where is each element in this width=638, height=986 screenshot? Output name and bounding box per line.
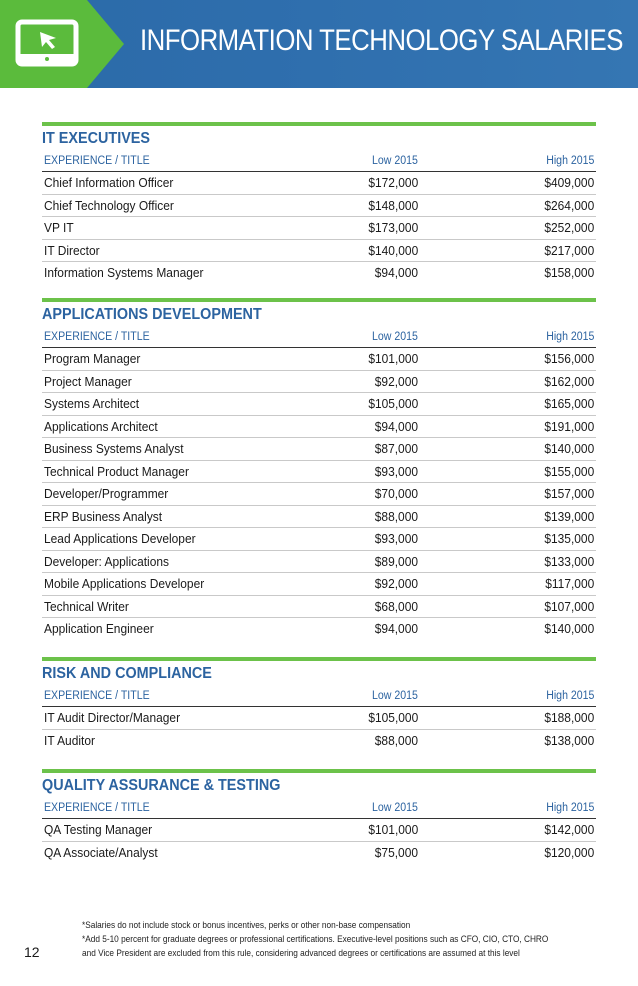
page-title: INFORMATION TECHNOLOGY SALARIES (140, 24, 623, 57)
row-high: $107,000 (544, 598, 594, 614)
row-low: $148,000 (368, 197, 418, 213)
col-low-header: Low 2015 (372, 155, 418, 167)
footnote: *Salaries do not include stock or bonus incentives, perks or other non-base compensation (82, 920, 411, 930)
row-low: $173,000 (368, 220, 418, 235)
page-header (0, 0, 638, 88)
row-high: $135,000 (544, 531, 594, 546)
row-title: Applications Architect (44, 418, 158, 434)
row-low: $70,000 (374, 486, 418, 501)
row-high: $217,000 (544, 242, 594, 258)
table-row (42, 730, 596, 753)
row-low: $88,000 (374, 508, 418, 524)
table-row (42, 262, 596, 285)
table-row (42, 217, 596, 240)
row-low: $94,000 (374, 418, 418, 434)
column-header-row (42, 687, 596, 707)
row-high: $155,000 (544, 463, 594, 479)
table-body (42, 348, 596, 641)
row-low: $89,000 (374, 553, 418, 569)
row-title: Lead Applications Developer (44, 531, 196, 546)
row-high: $133,000 (544, 553, 594, 569)
table-row (42, 596, 596, 619)
table-row (42, 393, 596, 416)
table-row (42, 506, 596, 529)
row-title: QA Associate/Analyst (44, 844, 158, 860)
row-high: $120,000 (544, 844, 594, 860)
row-low: $75,000 (374, 844, 418, 860)
row-title: Mobile Applications Developer (44, 576, 205, 591)
row-high: $165,000 (544, 396, 594, 411)
row-title: Information Systems Manager (44, 265, 204, 280)
col-high-header: High 2015 (545, 155, 594, 167)
row-high: $138,000 (544, 732, 594, 748)
row-low: $92,000 (374, 373, 418, 389)
section-title: QUALITY ASSURANCE & TESTING (42, 777, 281, 794)
row-high: $157,000 (544, 486, 594, 501)
row-title: Developer/Programmer (44, 486, 169, 501)
row-high: $156,000 (544, 351, 594, 366)
table-row (42, 416, 596, 439)
row-title: Chief Information Officer (44, 175, 174, 190)
table-row (42, 195, 596, 218)
row-high: $264,000 (544, 197, 594, 213)
footnote: and Vice President are excluded from this rule, considering advanced degrees or certifications are assumed at this level (82, 948, 520, 958)
col-high-header: High 2015 (545, 690, 594, 702)
table-row (42, 618, 596, 641)
row-high: $139,000 (544, 508, 594, 524)
col-title-header: EXPERIENCE / TITLE (44, 331, 150, 343)
footnotes (82, 918, 602, 960)
laptop-cursor-icon (14, 14, 84, 74)
page-number: 12 (24, 944, 40, 960)
row-title: Project Manager (44, 373, 132, 389)
row-high: $252,000 (544, 220, 594, 235)
section-title: RISK AND COMPLIANCE (42, 665, 212, 682)
row-high: $191,000 (544, 418, 594, 434)
row-title: IT Audit Director/Manager (44, 710, 181, 725)
table-row (42, 348, 596, 371)
col-title-header: EXPERIENCE / TITLE (44, 155, 150, 167)
table-row (42, 483, 596, 506)
table-row (42, 438, 596, 461)
row-title: IT Auditor (44, 732, 95, 748)
col-title-header: EXPERIENCE / TITLE (44, 802, 150, 814)
row-low: $93,000 (374, 463, 418, 479)
table-row (42, 240, 596, 263)
section-title: IT EXECUTIVES (42, 130, 151, 147)
col-low-header: Low 2015 (372, 331, 418, 343)
row-low: $87,000 (374, 441, 418, 456)
row-low: $94,000 (374, 621, 418, 636)
row-title: Systems Architect (44, 396, 140, 411)
row-low: $92,000 (374, 576, 418, 591)
column-header-row (42, 152, 596, 172)
row-low: $101,000 (368, 351, 418, 366)
row-high: $162,000 (544, 373, 594, 389)
section-quality-assurance-testing (42, 769, 596, 864)
row-high: $140,000 (544, 621, 594, 636)
row-low: $140,000 (368, 242, 418, 258)
row-low: $93,000 (374, 531, 418, 546)
col-low-header: Low 2015 (372, 802, 418, 814)
section-it-executives (42, 122, 596, 285)
table-row (42, 371, 596, 394)
row-title: IT Director (44, 242, 100, 258)
row-high: $158,000 (544, 265, 594, 280)
row-low: $88,000 (374, 732, 418, 748)
col-high-header: High 2015 (545, 802, 594, 814)
row-title: VP IT (44, 220, 74, 235)
row-title: Chief Technology Officer (44, 197, 174, 213)
row-title: QA Testing Manager (44, 822, 153, 837)
row-low: $105,000 (368, 396, 418, 411)
section-title: APPLICATIONS DEVELOPMENT (42, 306, 262, 323)
row-title: Developer: Applications (44, 553, 169, 569)
table-body (42, 819, 596, 864)
table-body (42, 172, 596, 285)
row-title: Technical Product Manager (44, 463, 189, 479)
row-low: $101,000 (368, 822, 418, 837)
footnote: *Add 5-10 percent for graduate degrees or professional certifications. Executive-level positions such as CFO, CIO, CTO, CHRO (82, 934, 549, 944)
col-high-header: High 2015 (545, 331, 594, 343)
section-applications-development (42, 298, 596, 641)
row-high: $409,000 (544, 175, 594, 190)
table-row (42, 707, 596, 730)
section-risk-and-compliance (42, 657, 596, 752)
row-title: Program Manager (44, 351, 141, 366)
table-row (42, 573, 596, 596)
row-title: Business Systems Analyst (44, 441, 184, 456)
col-title-header: EXPERIENCE / TITLE (44, 690, 150, 702)
column-header-row (42, 328, 596, 348)
row-high: $140,000 (544, 441, 594, 456)
row-title: Technical Writer (44, 598, 129, 614)
table-row (42, 172, 596, 195)
table-row (42, 461, 596, 484)
row-low: $105,000 (368, 710, 418, 725)
column-header-row (42, 799, 596, 819)
row-title: Application Engineer (44, 621, 154, 636)
row-title: ERP Business Analyst (44, 508, 163, 524)
row-low: $68,000 (374, 598, 418, 614)
col-low-header: Low 2015 (372, 690, 418, 702)
table-row (42, 819, 596, 842)
row-high: $117,000 (544, 576, 594, 591)
row-low: $172,000 (368, 175, 418, 190)
table-row (42, 528, 596, 551)
table-body (42, 707, 596, 752)
row-high: $188,000 (544, 710, 594, 725)
table-row (42, 551, 596, 574)
row-high: $142,000 (544, 822, 594, 837)
row-low: $94,000 (374, 265, 418, 280)
table-row (42, 842, 596, 865)
